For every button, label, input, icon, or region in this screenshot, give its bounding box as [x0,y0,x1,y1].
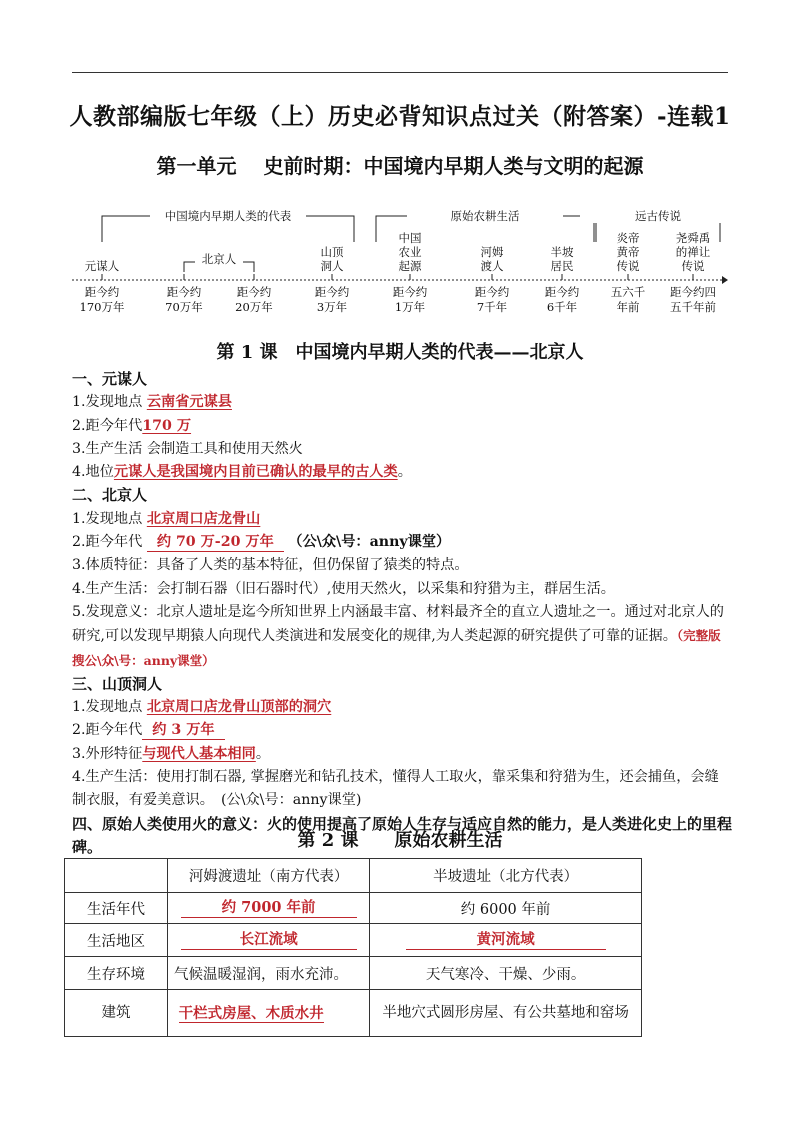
node-time: 五千年前 [670,300,716,314]
answer: 约 7000 年前 [181,899,357,918]
header-cell: 半坡遗址（北方代表） [370,859,642,893]
group-label: 远古传说 [635,209,681,223]
north-cell: 半地穴式圆形房屋、有公共墓地和窑场 [370,990,642,1037]
node-time: 20万年 [235,300,273,314]
node-name: 农业 [398,245,422,259]
node-time: 170万年 [79,300,125,314]
answer: 黄河流域 [406,931,606,950]
beijing-life-line: 4.生产生活：会打制石器（旧石器时代）,使用天然火，以采集和狩猎为主，群居生活。 [72,580,615,597]
node-name: 河姆 [480,245,504,259]
table-row [65,924,642,957]
node-name: 的禅让 [675,245,711,259]
north-cell: 约 6000 年前 [370,893,642,924]
label: 4.地位 [72,464,114,481]
axis-arrow [722,276,728,284]
node-name: 洞人 [320,259,344,273]
beijing-significance-paragraph [72,601,732,673]
beijing-physique-line: 3.体质特征：具备了人类的基本特征，但仍保留了猿类的特点。 [72,557,469,574]
answer-text: 干栏式房屋、木质水井 [178,1004,324,1022]
south-cell [168,893,370,924]
node-name: 元谋人 [84,259,120,273]
node-time: 70万年 [165,300,203,314]
node-time: 距今约 [544,285,580,299]
period: 。 [255,745,271,762]
answer: 与现代人基本相同 [142,745,256,762]
label: 2.距今年代 [72,417,143,434]
south-cell [168,924,370,957]
node-name: 半坡 [550,245,574,259]
answer [179,1003,359,1024]
label: 2.距今年代 [72,534,143,551]
answer: 约 3 万年 [142,721,224,740]
shandingdong-age-line [72,719,732,742]
node-name: 传说 [616,259,640,273]
header-cell [65,859,168,893]
row-label: 建筑 [65,990,168,1037]
yuanmou-age-line [72,415,732,438]
paragraph-text: 5.发现意义：北京人遗址是迄今所知世界上内涵最丰富、材料最齐全的直立人遗址之一。通过对北京人的研究,可以发现早期猿人向现代人类演进和发展变化的规律,为人类起源的研究提供了可靠的证据。 [72,603,724,645]
yuanmou-site-line [72,391,732,414]
comparison-table [64,858,642,1037]
north-cell [370,924,642,957]
timeline-diagram [72,200,728,320]
north-cell: 天气寒冷、干燥、少雨。 [370,957,642,990]
lesson2-title: 第 2 课 原始农耕生活 [297,830,503,851]
yuanmou-status-line [72,461,732,484]
answer: 元谋人是我国境内目前已确认的最早的古人类 [113,464,398,481]
section-shandingdong-heading: 三、山顶洞人 [72,674,163,693]
group-label: 中国境内早期人类的代表 [164,209,292,223]
shandingdong-site-line [72,696,732,719]
south-cell [168,990,370,1037]
period: 。 [397,464,412,481]
answer: 北京周口店龙骨山顶部的洞穴 [146,699,332,716]
node-time: 距今约 [314,285,350,299]
table-row [65,893,642,924]
node-name: 尧舜禹 [675,231,711,245]
node-time: 3万年 [316,300,348,314]
node-time: 1万年 [394,300,426,314]
node-name: 渡人 [480,259,504,273]
answer: 约 70 万-20 万年 [147,533,284,552]
note: （完整版搜公\众\号：anny课堂） [72,628,721,668]
beijing-site-line [72,508,732,531]
node-time: 6千年 [546,300,578,314]
unit-title: 第一单元 史前时期：中国境内早期人类与文明的起源 [156,154,644,178]
shandingdong-look-line [72,743,732,766]
section-yuanmou-heading: 一、元谋人 [72,370,148,388]
label: 1.发现地点 [72,510,143,527]
top-rule [72,72,728,73]
row-label: 生存环境 [65,957,168,990]
south-cell: 气候温暖湿润，雨水充沛。 [168,957,370,990]
node-name: 中国 [398,231,422,245]
node-time: 距今约 [84,285,120,299]
node-time: 距今约 [236,285,272,299]
yuanmou-life-line: 3.生产生活 会制造工具和使用天然火 [72,440,303,457]
node-time: 距今约 [474,285,510,299]
label: 1.发现地点 [72,699,143,716]
group-label: 原始农耕生活 [450,209,520,223]
node-name: 居民 [550,259,574,273]
table-header-row [65,859,642,893]
node-time: 距今约四 [670,285,716,299]
lesson1-title: 第 1 课 中国境内早期人类的代表——北京人 [216,342,584,363]
node-time: 7千年 [476,300,508,314]
label: 2.距今年代 [72,722,143,739]
table-row [65,957,642,990]
table-row [65,990,642,1037]
fire-significance-paragraph: 四、原始人类使用火的意义：火的使用提高了原始人生存与适应自然的能力，是人类进化史上的里程碑。 [72,814,733,856]
node-time: 五六千 [610,285,646,299]
row-label: 生活地区 [65,924,168,957]
beijing-age-line [72,531,732,554]
lesson1-content [72,368,732,859]
label: 1.发现地点 [72,394,143,411]
node-time: 年前 [616,300,640,314]
answer: 长江流域 [181,931,357,950]
node-time: 距今约 [166,285,202,299]
answer: 云南省元谋县 [146,394,232,411]
node-time: 距今约 [392,285,428,299]
answer: 北京周口店龙骨山 [146,510,261,527]
node-name: 山顶 [320,245,344,259]
node-name: 炎帝 [616,231,640,245]
node-name: 传说 [681,259,705,273]
section-beijing-heading: 二、北京人 [72,486,148,505]
beijing-label: 北京人 [201,252,237,266]
shandingdong-life-paragraph: 4.生产生活：使用打制石器, 掌握磨光和钻孔技术，懂得人工取火，靠采集和狩猎为生，还会捕鱼，会缝制衣服，有爱美意识。 (公\众\号：anny课堂) [72,769,719,809]
note: （公\众\号：anny课堂） [288,534,451,551]
node-name: 起源 [398,259,422,273]
row-label: 生活年代 [65,893,168,924]
answer: 170 万 [142,417,192,434]
node-name: 黄帝 [616,245,640,259]
document-title: 人教部编版七年级（上）历史必背知识点过关（附答案）-连载1 [69,103,731,130]
label: 3.外形特征 [72,745,143,762]
header-cell: 河姆渡遗址（南方代表） [168,859,370,893]
